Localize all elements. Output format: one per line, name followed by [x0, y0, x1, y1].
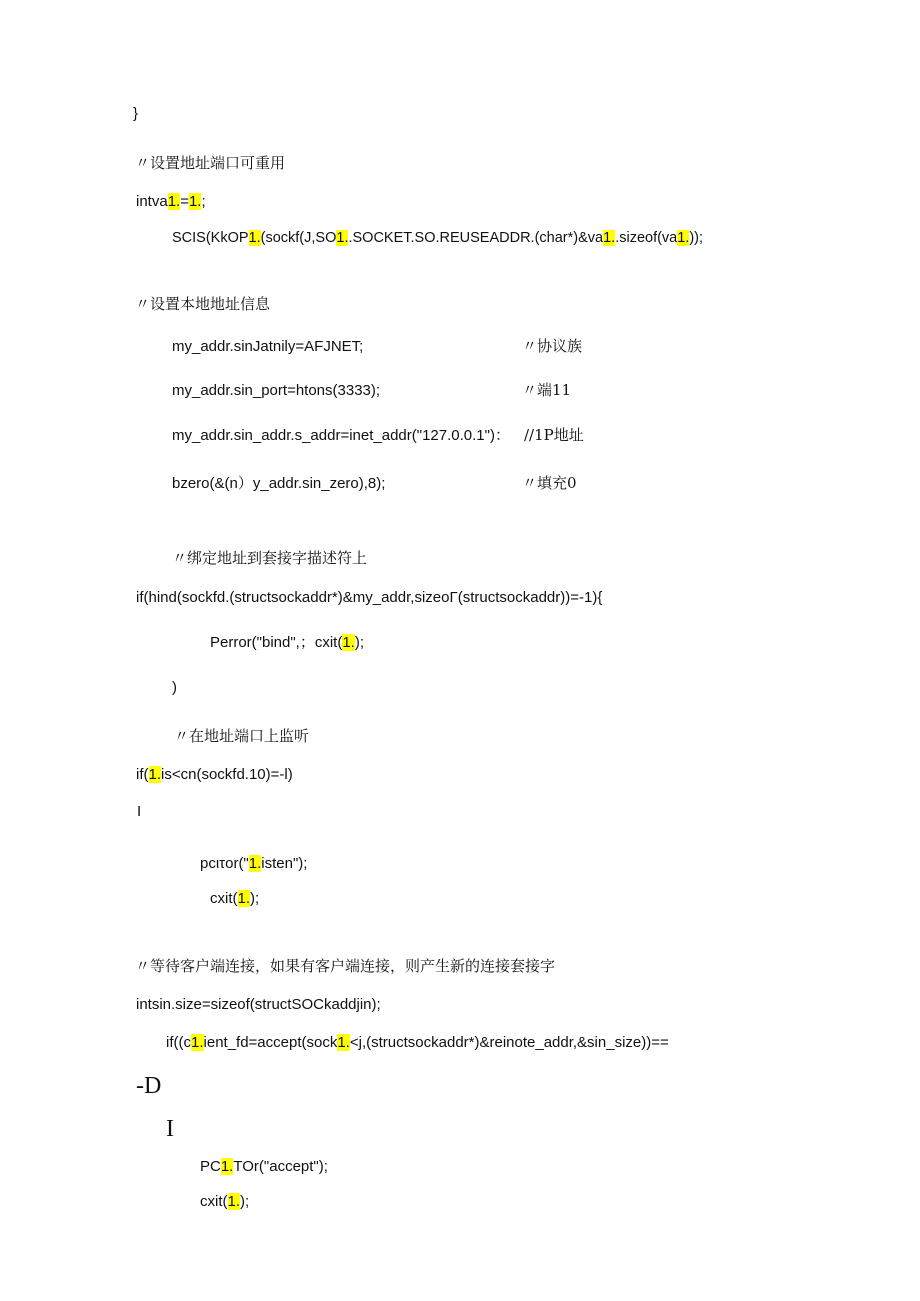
comment-fill-zero: 〃填充0 — [522, 474, 577, 492]
code-line-exit-listen: cxit(1.); — [210, 890, 260, 907]
highlight: 1. — [220, 1158, 234, 1175]
code-line-listen-if: if(1.is<cn(sockfd.10)=-l) — [136, 766, 293, 783]
code-line-perror-accept: PC1.TOr("accept"); — [200, 1158, 328, 1175]
code-line-perror-listen: pcιτor("1.isten"); — [200, 855, 308, 872]
code-line-sin-size: intsin.size=sizeof(structSOCkaddjin); — [136, 996, 381, 1013]
code-line-family: my_addr.sinJatnily=AFJNET; — [172, 338, 364, 355]
code-line-setsockopt: SCIS(KkOP1.(sockf(J,SO1..SOCKET.SO.REUSEADDR.(char*)&va1..sizeof(va1.)); — [172, 230, 704, 246]
highlight: 1. — [227, 1193, 241, 1210]
comment-port: 〃端11 — [522, 381, 572, 399]
code-line-minus-d: -D — [136, 1073, 162, 1099]
highlight: 1. — [342, 634, 355, 651]
highlight: 1. — [167, 193, 181, 210]
comment-ip-address: //1P地址 — [524, 426, 584, 444]
highlight: 1. — [148, 766, 162, 783]
closing-brace: } — [133, 105, 139, 122]
comment-local-address: 〃设置本地地址信息 — [135, 295, 271, 313]
code-line-bzero: bzero(&(n）y_addr.sin_zero),8); — [172, 475, 386, 492]
comment-wait-client: 〃等待客户端连接，如果有客户端连接，则产生新的连接套接字 — [135, 957, 556, 975]
code-line-port: my_addr.sin_port=htons(3333); — [172, 382, 381, 399]
comment-listen: 〃在地址端口上监听 — [174, 727, 310, 745]
highlight: 1. — [677, 230, 690, 246]
code-line-open-brace-2: I — [166, 1116, 174, 1142]
comment-protocol-family: 〃协议族 — [522, 337, 583, 355]
code-line-bind-if: if(hind(sockfd.(structsockaddr*)&my_addr,sizeoΓ(structsockaddr))=-1){ — [136, 589, 603, 606]
highlight: 1. — [337, 1034, 350, 1051]
highlight: 1. — [248, 855, 262, 872]
code-line-perror-bind: Perror("bind",；cxit(1.); — [210, 634, 365, 651]
code-line-accept-if: if((c1.ient_fd=accept(sock1.<j,(structsockaddr*)&reinote_addr,&sin_size))== — [166, 1034, 669, 1051]
comment-bind: 〃绑定地址到套接字描述符上 — [172, 549, 368, 567]
code-line-exit-accept: cxit(1.); — [200, 1193, 250, 1210]
code-line-intval: intva1.=1.; — [136, 193, 206, 210]
comment-reuse-port: 〃设置地址端口可重用 — [135, 154, 286, 172]
code-line-addr: my_addr.sin_addr.s_addr=inet_addr("127.0.0.1")： — [172, 427, 510, 444]
highlight: 1. — [603, 230, 616, 246]
code-line-open-brace: I — [137, 803, 142, 820]
highlight: 1. — [237, 890, 251, 907]
highlight: 1. — [191, 1034, 204, 1051]
highlight: 1. — [188, 193, 202, 210]
highlight: 1. — [248, 230, 261, 246]
highlight: 1. — [336, 230, 349, 246]
code-line-close-paren: ) — [172, 679, 177, 696]
